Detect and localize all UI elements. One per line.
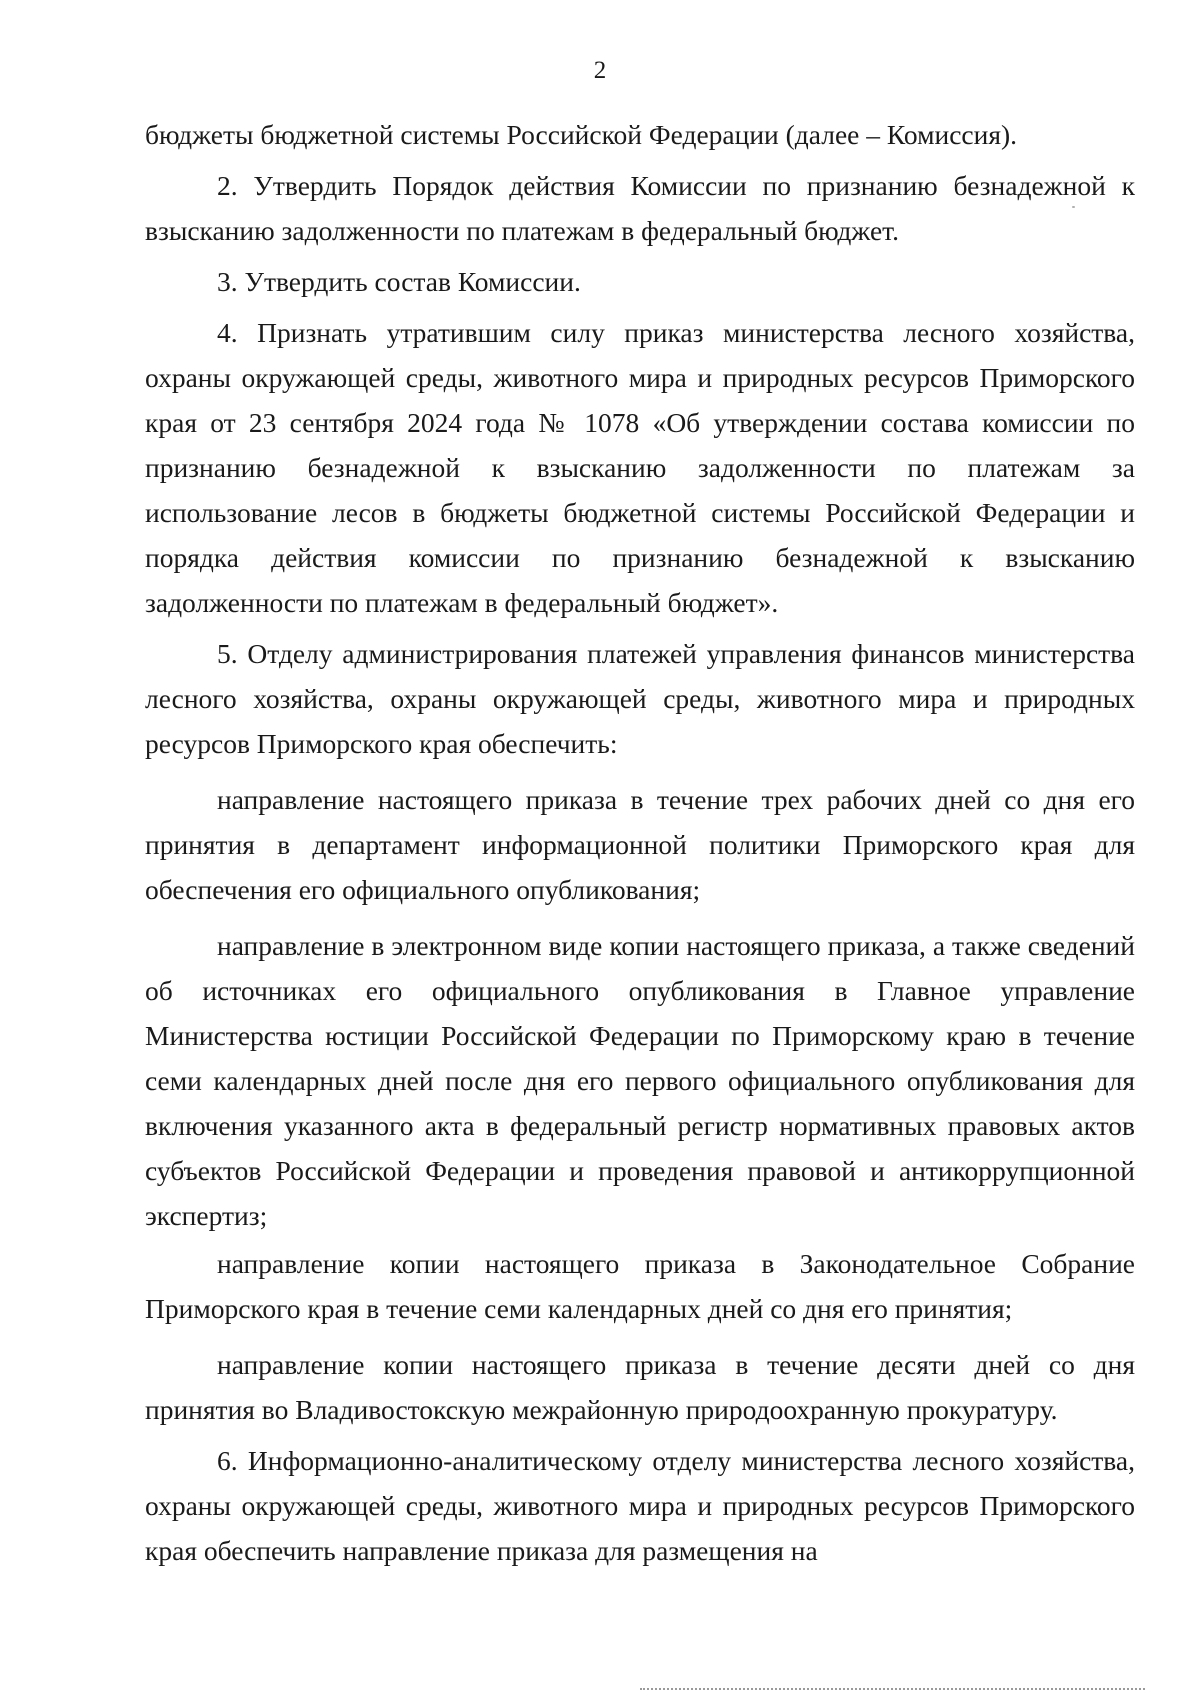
paragraph-item-3: 3. Утвердить состав Комиссии. (217, 266, 581, 297)
paragraph-item-5: 5. Отделу администрирования платежей управления финансов министерства лесного хозяйства, охраны окружающей среды, животного мира и природных ресурсов Приморского края обеспечить: (145, 638, 1135, 759)
paragraph-item-2: 2. Утвердить Порядок действия Комиссии по признанию безнадежной к взысканию задолженности по платежам в федеральный бюджет. (145, 170, 1135, 246)
paragraph-item-5-prosecutor: направление копии настоящего приказа в течение десяти дней со дня принятия во Владивостокскую межрайонную природоохранную прокуратуру. (145, 1349, 1135, 1425)
paragraph-item-6: 6. Информационно-аналитическому отделу министерства лесного хозяйства, охраны окружающей среды, животного мира и природных ресурсов Приморского края обеспечить направление приказа для размещения на (145, 1445, 1135, 1566)
paragraph-continuation: бюджеты бюджетной системы Российской Федерации (далее – Комиссия). (145, 119, 1018, 150)
paragraph-item-4: 4. Признать утратившим силу приказ министерства лесного хозяйства, охраны окружающей среды, животного мира и природных ресурсов Приморского края от 23 сентября 2024 года № 1078 «Об утверждении состава комиссии по признанию безнадежной к взысканию задолженности по платежам за использование лесов в бюджеты бюджетной системы Российской Федерации и порядка действия комиссии по признанию безнадежной к взысканию задолженности по платежам в федеральный бюджет». (145, 317, 1135, 618)
document-body (145, 112, 1135, 1573)
footer-dotted-rule (640, 1688, 1145, 1690)
page-number: 2 (593, 57, 607, 84)
paragraph-item-5-publication: направление настоящего приказа в течение трех рабочих дней со дня его принятия в департамент информационной политики Приморского края для обеспечения его официального опубликования; (145, 784, 1135, 905)
paragraph-item-5-justice-registry: направление в электронном виде копии настоящего приказа, а также сведений об источниках его официального опубликования в Главное управление Министерства юстиции Российской Федерации по Приморскому краю в течение семи календарных дней после дня его первого официального опубликования для включения указанного акта в федеральный регистр нормативных правовых актов субъектов Российской Федерации и проведения правовой и антикоррупционной экспертиз; (145, 930, 1135, 1231)
paragraph-item-5-legislative-assembly: направление копии настоящего приказа в Законодательное Собрание Приморского края в течение семи календарных дней со дня его принятия; (145, 1248, 1135, 1324)
